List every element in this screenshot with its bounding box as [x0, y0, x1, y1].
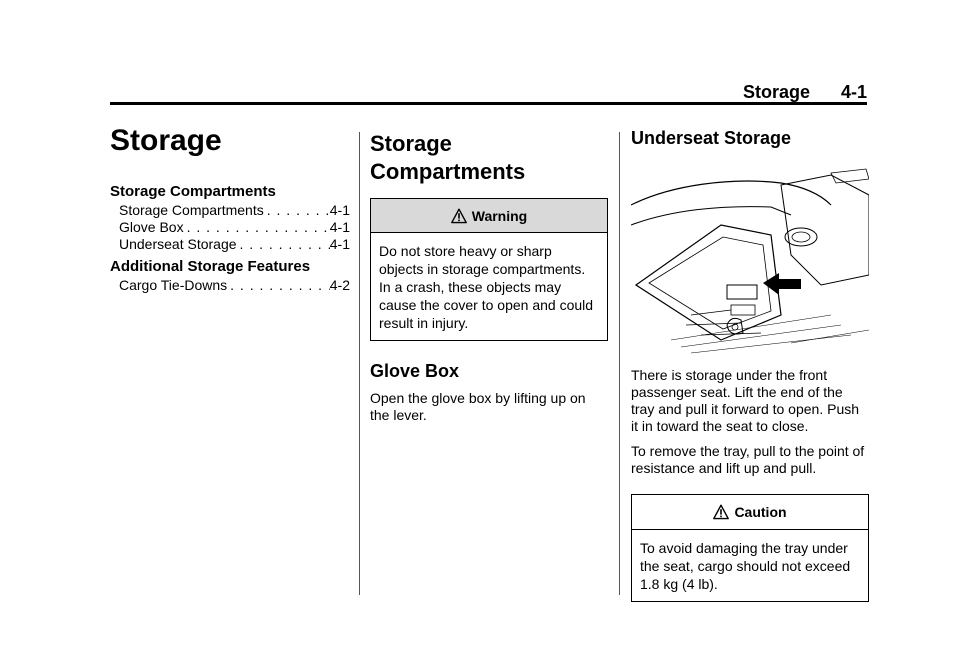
section-title-storage-compartments: [370, 130, 608, 186]
toc-section-additional-storage: [110, 258, 350, 294]
page-number: 4-1: [840, 82, 867, 102]
toc-entry[interactable]: [110, 236, 350, 253]
caution-box: [631, 494, 869, 602]
toc-heading: Storage Compartments: [110, 183, 276, 200]
toc-section-storage-compartments: [110, 183, 350, 253]
header-rule: [110, 102, 867, 105]
toc-entry[interactable]: [110, 219, 350, 236]
toc-heading: Additional Storage Features: [110, 258, 311, 275]
warning-box: [370, 198, 608, 341]
toc-entry-page: 4-1: [329, 236, 350, 252]
section-title-underseat-storage: Underseat Storage: [631, 128, 792, 148]
toc-entry-title: Glove Box: [119, 219, 184, 235]
toc-entry-page: 4-2: [329, 277, 350, 293]
warning-icon: [451, 208, 467, 224]
underseat-paragraph-1: There is storage under the front passenger seat. Lift the end of the tray and pull it forward to open. Push it in toward the seat to close.: [631, 367, 860, 434]
caution-text: To avoid damaging the tray under the seat, cargo should not exceed 1.8 kg (4 lb).: [640, 540, 851, 592]
toc-entry-title: Cargo Tie-Downs: [119, 277, 228, 293]
column-divider-right: [619, 132, 620, 595]
toc-entry-title: Storage Compartments: [119, 202, 264, 218]
column-divider-left: [359, 132, 360, 595]
warning-text: Do not store heavy or sharp objects in storage compartments. In a crash, these objects may cause the cover to open and could result in injury.: [379, 243, 594, 331]
column-middle: [370, 130, 608, 424]
toc-entry-page: 4-1: [329, 202, 350, 218]
toc-entry[interactable]: [110, 202, 350, 219]
chapter-title: Storage: [110, 124, 222, 157]
warning-header: [371, 199, 607, 233]
underseat-tray-illustration: [631, 165, 869, 355]
section-title-line: Storage: [370, 131, 452, 156]
header-title: Storage: [742, 82, 810, 102]
section-title-glove-box: Glove Box: [370, 361, 460, 381]
column-right: [631, 128, 869, 602]
toc-entry-page: 4-1: [329, 219, 350, 235]
toc-entry[interactable]: [110, 277, 350, 294]
glove-box-text: Open the glove box by lifting up on the lever.: [370, 390, 586, 423]
caution-header: [632, 495, 868, 530]
warning-label: Warning: [471, 207, 528, 224]
toc-entry-title: Underseat Storage: [119, 236, 237, 252]
section-title-line: Compartments: [370, 159, 526, 184]
caution-icon: [713, 504, 729, 520]
caution-label: Caution: [734, 504, 787, 520]
underseat-paragraph-2: To remove the tray, pull to the point of resistance and lift up and pull.: [631, 443, 865, 476]
